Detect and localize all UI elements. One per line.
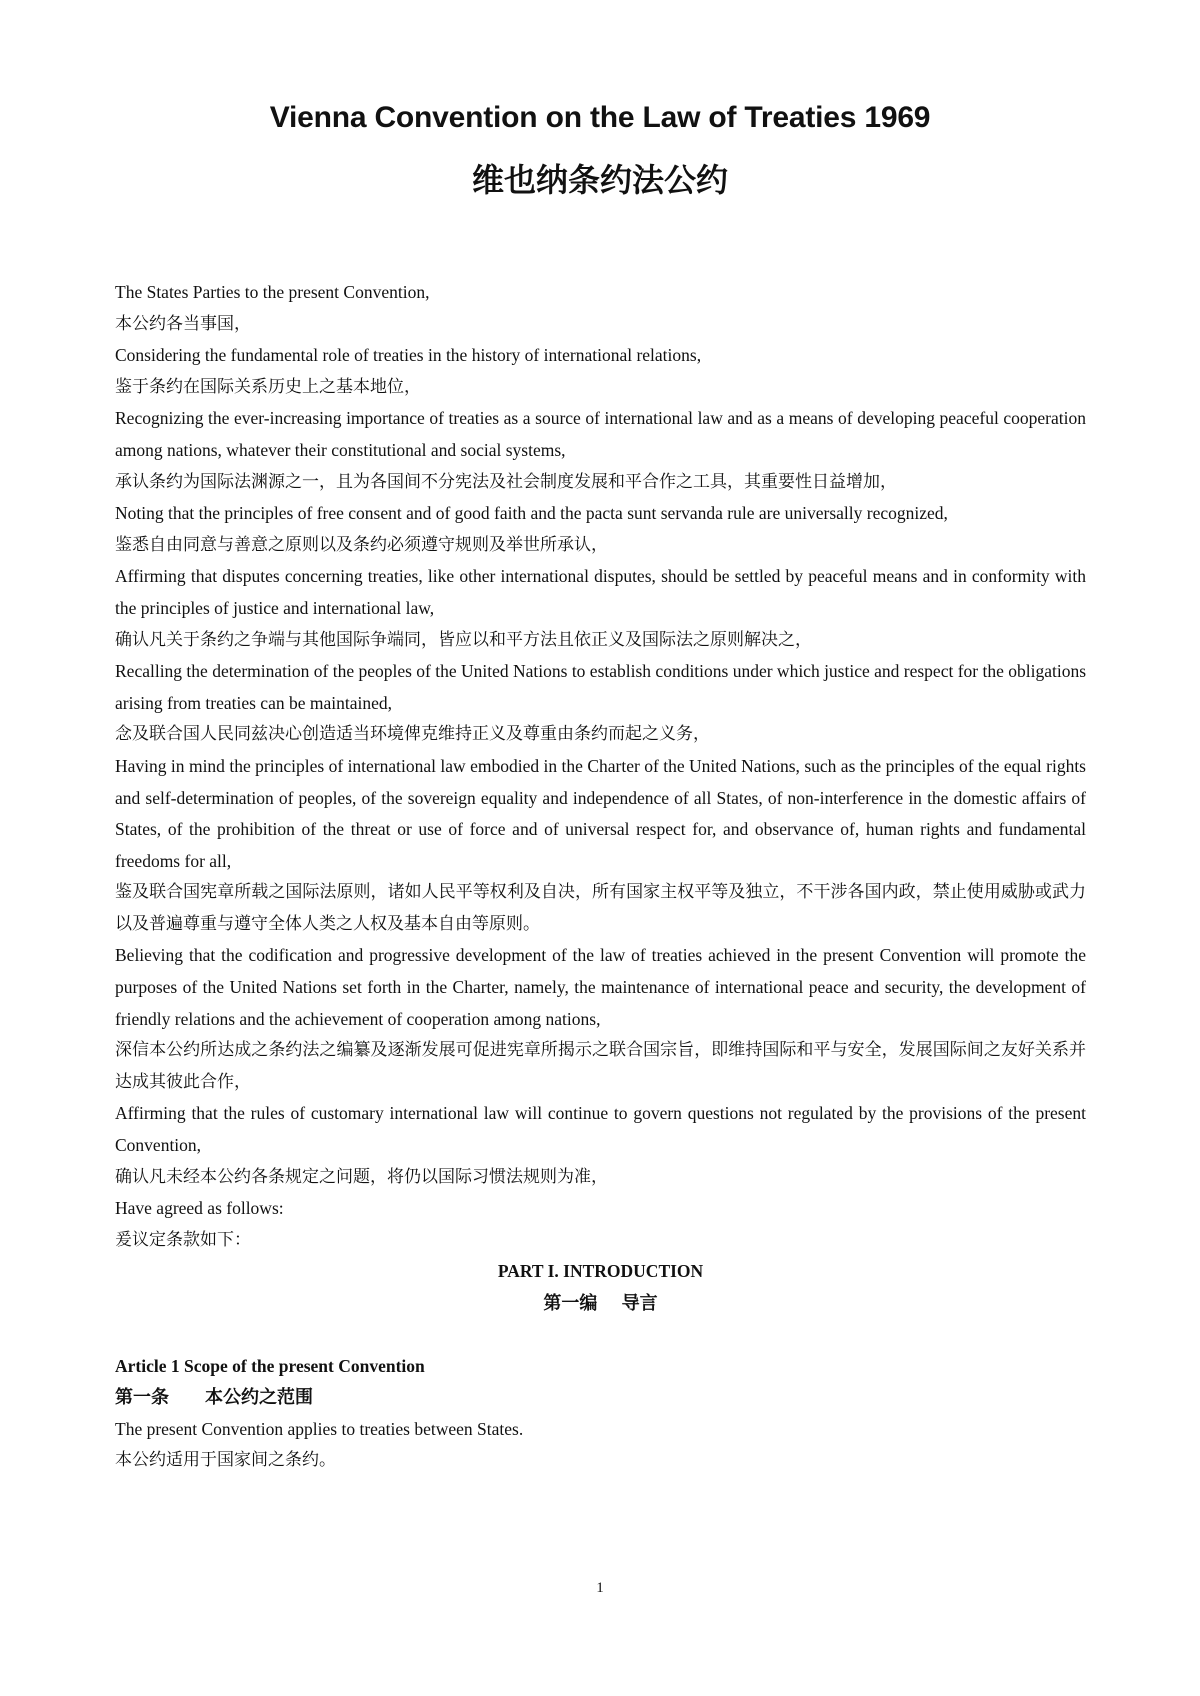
article-1-title-chinese: 本公约之范围: [205, 1387, 313, 1409]
page-number: 1: [596, 1580, 604, 1596]
part-title-chinese: 导言: [621, 1293, 658, 1314]
preamble-zh-1: 本公约各当事国，: [115, 313, 251, 334]
preamble-zh-3: 承认条约为国际法渊源之一，且为各国间不分宪法及社会制度发展和平合作之工具，其重要性日益增加，: [115, 471, 897, 492]
preamble-zh-9: 确认凡未经本公约各条规定之问题，将仍以国际习惯法规则为准，: [115, 1166, 608, 1187]
article-1-number-chinese: 第一条: [115, 1387, 169, 1409]
preamble-zh-10: 爰议定条款如下：: [115, 1229, 251, 1250]
preamble-zh-2: 鉴于条约在国际关系历史上之基本地位，: [115, 376, 421, 397]
preamble-zh-7: 鉴及联合国宪章所载之国际法原则，诸如人民平等权利及自决，所有国家主权平等及独立，不干涉各国内政，禁止使用威胁或武力以及普遍尊重与遵守全体人类之人权及基本自由等原则。: [115, 882, 1086, 934]
title-english: Vienna Convention on the Law of Treaties 1969: [269, 101, 931, 134]
preamble-en-9: Affirming that the rules of customary international law will continue to govern questions not regulated by the provisions of the present Convention,: [115, 1103, 1086, 1156]
preamble-zh-8: 深信本公约所达成之条约法之编纂及逐渐发展可促进宪章所揭示之联合国宗旨，即维持国际和平与安全，发展国际间之友好关系并达成其彼此合作，: [115, 1040, 1086, 1092]
preamble-en-1: The States Parties to the present Convention,: [115, 282, 430, 302]
preamble-zh-6: 念及联合国人民同兹决心创造适当环境俾克维持正义及尊重由条约而起之义务，: [115, 724, 710, 745]
article-1-heading-english: Article 1 Scope of the present Convention: [115, 1355, 425, 1376]
article-1-heading-chinese: [115, 1382, 1086, 1414]
article-1-text-chinese: 本公约适用于国家间之条约。: [115, 1450, 336, 1471]
article-1-text-english: The present Convention applies to treaties between States.: [115, 1418, 524, 1439]
title-chinese: 维也纳条约法公约: [471, 161, 728, 199]
preamble-en-8: Believing that the codification and progressive development of the law of treaties achieved in the present Convention will promote the purposes of the United Nations set forth in the Charter, namely, the maintenance of international peace and security, the development of friendly relations and the achievement of cooperation among nations,: [115, 945, 1086, 1029]
part-heading-english: PART I. INTRODUCTION: [497, 1261, 704, 1282]
preamble-en-3: Recognizing the ever-increasing importance of treaties as a source of international law and as a means of developing peaceful cooperation among nations, whatever their constitutional and social systems,: [115, 408, 1086, 460]
part-heading-chinese: [115, 1288, 1086, 1320]
part-number-chinese: 第一编: [543, 1293, 598, 1314]
preamble-en-4: Noting that the principles of free consent and of good faith and the pacta sunt servanda rule are universally recognized,: [115, 503, 948, 524]
preamble-zh-5: 确认凡关于条约之争端与其他国际争端同，皆应以和平方法且依正义及国际法之原则解决之，: [115, 629, 812, 650]
preamble-en-5: Affirming that disputes concerning treaties, like other international disputes, should be settled by peaceful means and in conformity with the principles of justice and international law,: [115, 566, 1086, 618]
preamble-en-2: Considering the fundamental role of treaties in the history of international relations,: [115, 345, 702, 366]
preamble-en-7: Having in mind the principles of international law embodied in the Charter of the United Nations, such as the principles of the equal rights and self-determination of peoples, of the sovereign equality and independence of all States, of non-interference in the domestic affairs of States, of the prohibition of the threat or use of force and of universal respect for, and observance of, human rights and fundamental freedoms for all,: [115, 755, 1086, 871]
document-body: [115, 277, 1086, 1477]
preamble-zh-4: 鉴悉自由同意与善意之原则以及条约必须遵守规则及举世所承认，: [115, 534, 608, 555]
preamble-en-10: Have agreed as follows:: [115, 1198, 284, 1219]
preamble-en-6: Recalling the determination of the peoples of the United Nations to establish conditions under which justice and respect for the obligations arising from treaties can be maintained,: [115, 661, 1087, 713]
